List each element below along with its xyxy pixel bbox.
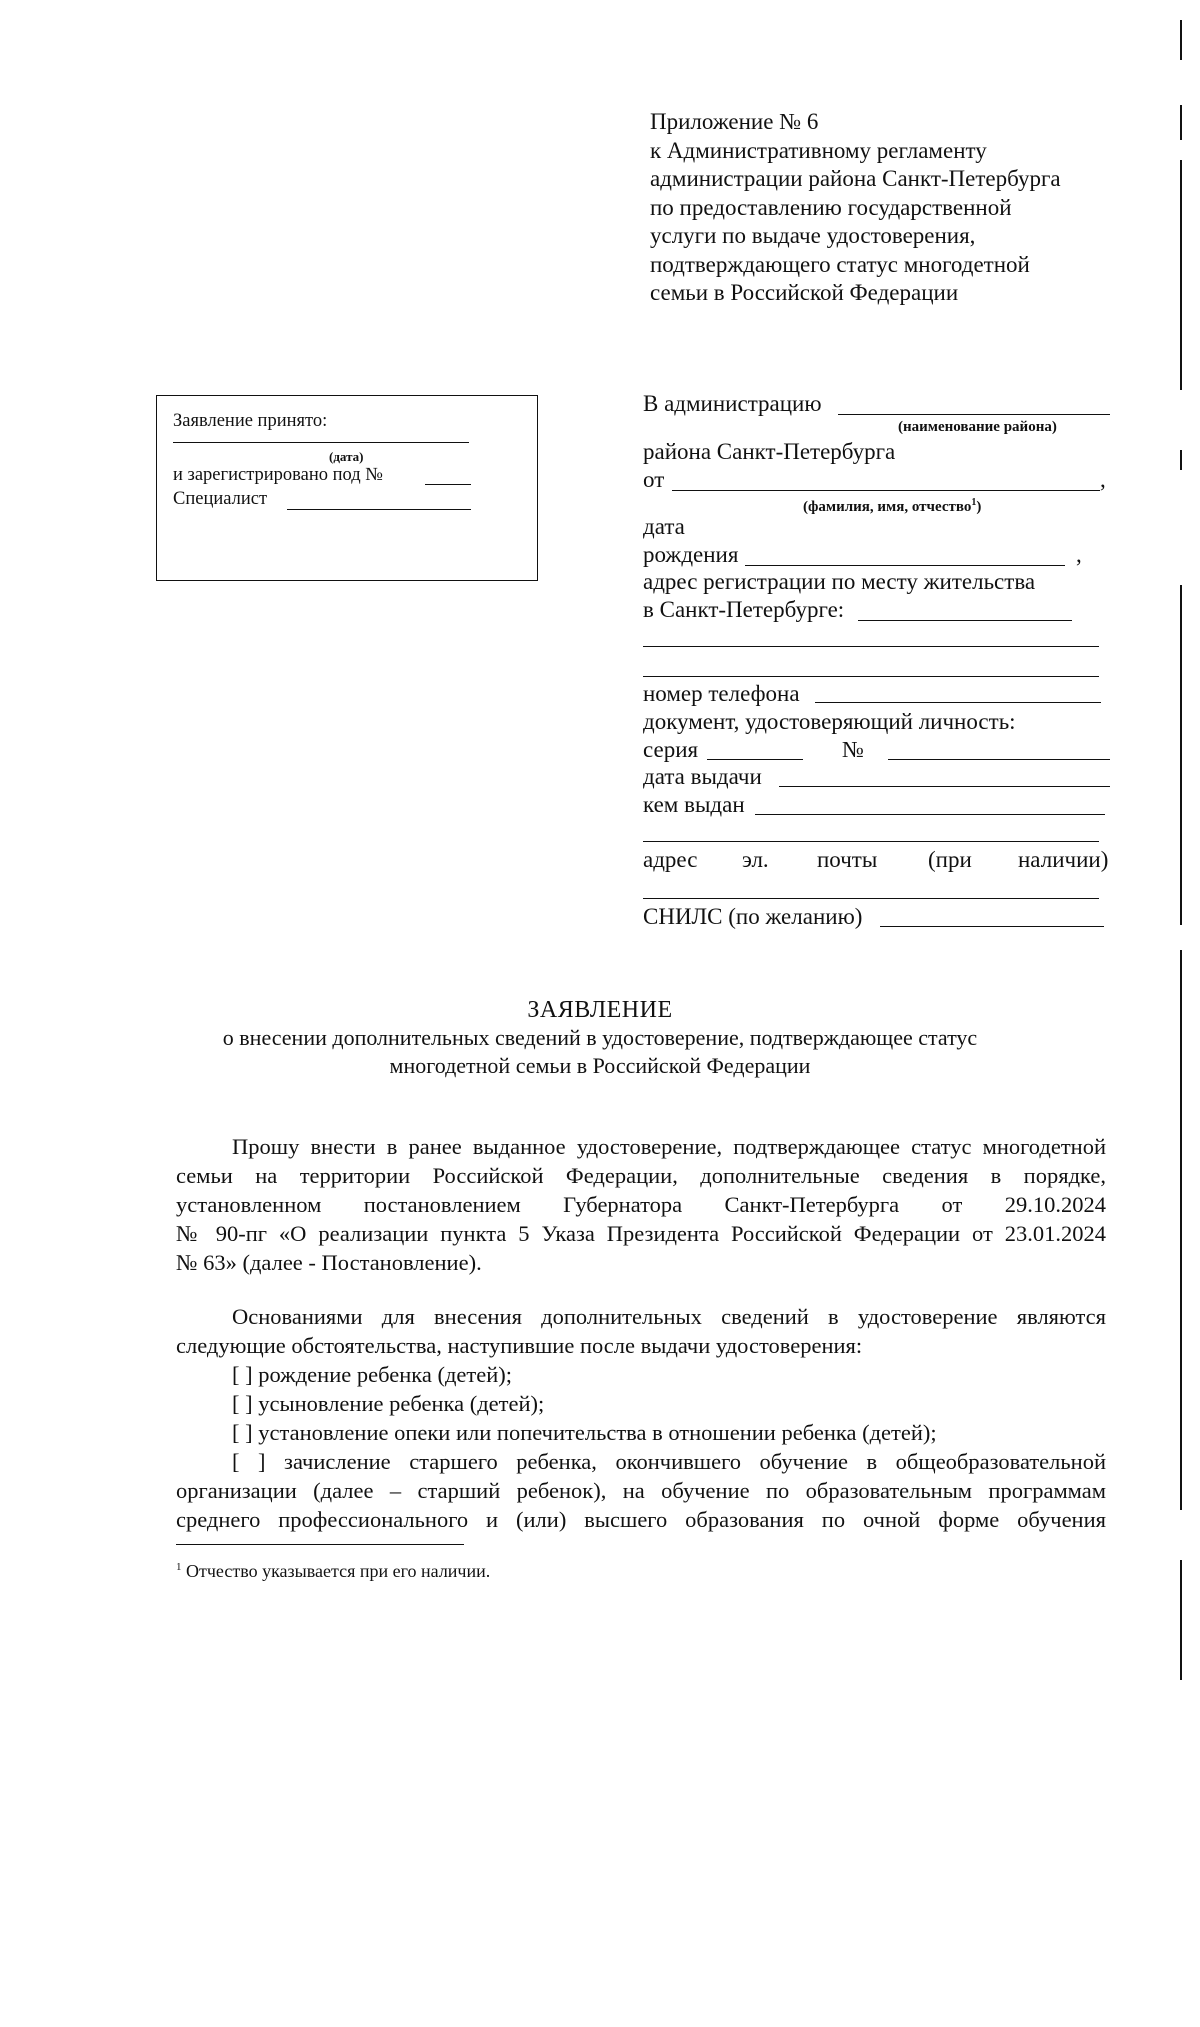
scan-edge-mark [1180,20,1182,60]
registration-number-line [425,484,471,485]
appendix-line: семьи в Российской Федерации [650,280,959,305]
option-enrollment [176,1447,1106,1534]
address-line-1 [858,620,1072,621]
scan-edge-mark [1180,160,1182,390]
specialist-line [287,509,471,510]
accepted-label: Заявление принято: [173,411,328,431]
birth-date-line [745,565,1065,566]
text-line: организации (далее – старший ребенок), на обучение по образовательным программам [176,1478,1106,1503]
text-line: следующие обстоятельства, наступившие после выдачи удостоверения: [176,1333,863,1358]
series-line [707,759,803,760]
option-enrollment-checkbox[interactable]: [ ] зачисление старшего ребенка, окончившего обучение в общеобразовательной [232,1449,1106,1474]
district-line [838,414,1110,415]
option-adoption-checkbox[interactable]: [ ] усыновление ребенка (детей); [232,1391,545,1416]
appendix-header [650,108,1061,308]
issue-date-label: дата выдачи [643,764,762,789]
appendix-line: к Административному регламенту [650,137,987,163]
text-line: установленном постановлением Губернатора Санкт-Петербурга от 29.10.2024 [176,1192,1106,1217]
snils-line [880,926,1104,927]
option-birth-checkbox[interactable]: [ ] рождение ребенка (детей); [232,1362,512,1387]
scan-edge-mark [1180,585,1182,925]
title-heading: ЗАЯВЛЕНИЕ [527,997,673,1023]
series-label: серия [643,737,699,762]
registered-label: и зарегистрировано под № [173,465,383,485]
from-label: от [643,467,665,492]
text-line: № 63» (далее - Постановление). [176,1250,482,1275]
phone-label: номер телефона [643,681,800,706]
email-word: эл. [742,847,769,872]
registration-address-label-2: в Санкт-Петербурге: [643,597,845,622]
id-document-label: документ, удостоверяющий личность: [643,709,1016,734]
scan-edge-mark [1180,950,1182,1510]
appendix-line: по предоставлению государственной [650,194,1012,220]
text-line: Основаниями для внесения дополнительных сведений в удостоверение являются [232,1304,1106,1329]
date-caption: (дата) [329,449,364,464]
issued-by-line [755,814,1105,815]
acceptance-stamp-box [156,395,538,581]
date-line [173,442,469,443]
text-line: среднего профессионального и (или) высшего образования по очной форме обучения [176,1507,1106,1532]
scan-edge-mark [1180,450,1182,470]
grounds-paragraph [176,1302,1106,1360]
district-caption: (наименование района) [898,419,1057,435]
scan-edge-mark [1180,1560,1182,1680]
email-word: почты [817,847,878,872]
issued-by-line-2 [643,841,1099,842]
appendix-line: Приложение № 6 [650,109,819,134]
footnote: $^1$ Отчество указывается при его наличии. [176,1561,491,1581]
district-line-text: района Санкт-Петербурга [643,439,896,464]
issue-date-line [779,786,1110,787]
text-line: семьи на территории Российской Федерации, дополнительные сведения в порядке, [176,1163,1106,1188]
title-subtitle-1: о внесении дополнительных сведений в удостоверение, подтверждающее статус [222,1025,978,1050]
footnote-separator [176,1544,464,1545]
text-line: Прошу внести в ранее выданное удостоверение, подтверждающее статус многодетной [232,1134,1106,1159]
specialist-label: Специалист [173,489,268,509]
appendix-line: услуги по выдаче удостоверения, [650,223,976,248]
phone-line [815,702,1101,703]
name-line [672,490,1100,491]
appendix-line: администрации района Санкт-Петербурга [650,166,1061,191]
email-word: (при [928,847,972,872]
email-word: наличии) [1018,847,1109,872]
to-administration-label: В администрацию [643,391,822,416]
address-line-2 [643,646,1099,647]
issued-by-label: кем выдан [643,792,745,817]
birth-date-label-1: дата [643,514,685,539]
name-caption: (фамилия, имя, отчество$^1$) [803,497,982,515]
option-guardianship-checkbox[interactable]: [ ] установление опеки или попечительства в отношении ребенка (детей); [232,1420,937,1445]
request-paragraph [176,1132,1106,1277]
number-line [888,759,1110,760]
birth-date-label-2: рождения [643,542,739,567]
number-label: № [842,737,864,762]
address-line-3 [643,676,1099,677]
registration-address-label-1: адрес регистрации по месту жительства [643,569,1036,594]
appendix-line: подтверждающего статус многодетной [650,251,1030,277]
grounds-options [176,1360,1106,1447]
snils-label: СНИЛС (по желанию) [643,904,863,929]
text-line: № 90-пг «О реализации пункта 5 Указа Президента Российской Федерации от 23.01.2024 [176,1221,1106,1246]
document-title [0,996,1200,1080]
email-word: адрес [643,847,698,872]
email-line [643,898,1099,899]
title-subtitle-2: многодетной семьи в Российской Федерации [389,1053,811,1078]
scan-edge-mark [1180,105,1182,140]
